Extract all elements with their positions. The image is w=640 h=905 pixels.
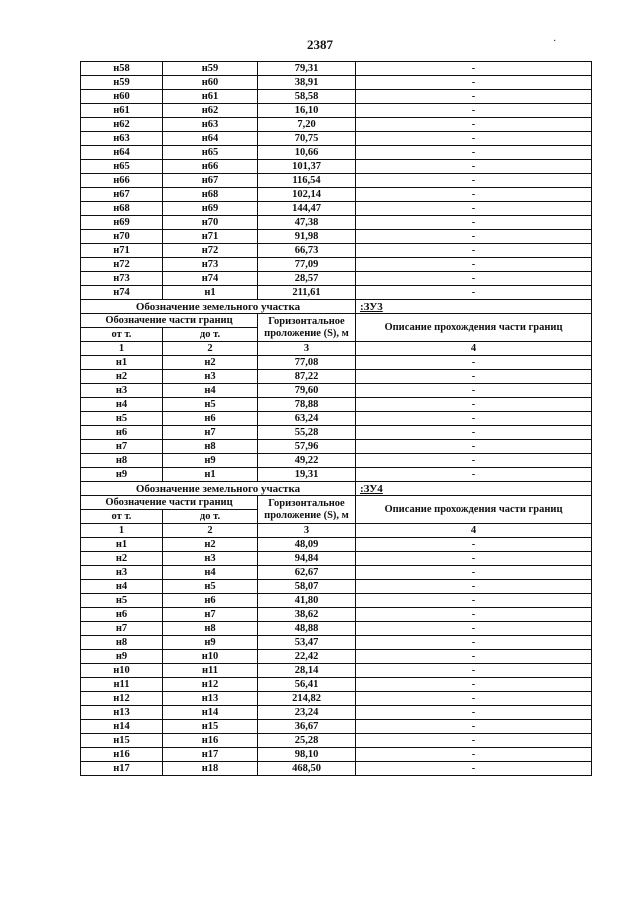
plot-designation-row [81, 482, 592, 496]
distance-cell: 56,41 [258, 678, 356, 692]
description-cell: - [356, 538, 592, 552]
table-row [81, 608, 592, 622]
description-cell: - [356, 244, 592, 258]
column-number: 1 [81, 342, 163, 356]
distance-cell: 48,09 [258, 538, 356, 552]
to-point-cell: н8 [163, 622, 258, 636]
table-row [81, 636, 592, 650]
table-row [81, 370, 592, 384]
from-point-cell: н61 [81, 104, 163, 118]
boundary-table [80, 61, 592, 776]
table-row [81, 454, 592, 468]
part-designation-header: Обозначение части границ [81, 314, 258, 328]
to-point-cell: н11 [163, 664, 258, 678]
from-point-cell: н73 [81, 272, 163, 286]
to-point-cell: н68 [163, 188, 258, 202]
distance-cell: 49,22 [258, 454, 356, 468]
from-point-cell: н62 [81, 118, 163, 132]
to-point-cell: н16 [163, 734, 258, 748]
to-point-cell: н67 [163, 174, 258, 188]
from-point-cell: н64 [81, 146, 163, 160]
distance-cell: 38,91 [258, 76, 356, 90]
description-cell: - [356, 286, 592, 300]
to-point-cell: н63 [163, 118, 258, 132]
to-point-cell: н10 [163, 650, 258, 664]
plot-designation-label: Обозначение земельного участка [81, 300, 356, 314]
distance-cell: 77,09 [258, 258, 356, 272]
table-row [81, 440, 592, 454]
description-header: Описание прохождения части границ [356, 314, 592, 342]
plot-designation-row [81, 300, 592, 314]
description-cell: - [356, 118, 592, 132]
to-point-cell: н64 [163, 132, 258, 146]
to-point-cell: н9 [163, 636, 258, 650]
header-row [81, 314, 592, 328]
to-point-cell: н69 [163, 202, 258, 216]
distance-cell: 28,14 [258, 664, 356, 678]
from-point-cell: н63 [81, 132, 163, 146]
distance-cell: 94,84 [258, 552, 356, 566]
column-number: 4 [356, 524, 592, 538]
to-point-cell: н66 [163, 160, 258, 174]
description-cell: - [356, 188, 592, 202]
from-point-cell: н65 [81, 160, 163, 174]
from-point-cell: н72 [81, 258, 163, 272]
from-point-cell: н9 [81, 468, 163, 482]
distance-cell: 10,66 [258, 146, 356, 160]
column-number: 2 [163, 342, 258, 356]
from-point-cell: н2 [81, 370, 163, 384]
description-cell: - [356, 734, 592, 748]
distance-cell: 36,67 [258, 720, 356, 734]
to-point-cell: н1 [163, 286, 258, 300]
corner-mark: · [553, 36, 557, 47]
description-cell: - [356, 174, 592, 188]
table-row [81, 552, 592, 566]
description-cell: - [356, 468, 592, 482]
table-row [81, 90, 592, 104]
description-cell: - [356, 160, 592, 174]
column-number-row [81, 524, 592, 538]
description-cell: - [356, 762, 592, 776]
description-cell: - [356, 146, 592, 160]
to-point-cell: н70 [163, 216, 258, 230]
description-cell: - [356, 594, 592, 608]
from-point-cell: н9 [81, 650, 163, 664]
description-cell: - [356, 230, 592, 244]
table-row [81, 76, 592, 90]
table-row [81, 664, 592, 678]
distance-cell: 23,24 [258, 706, 356, 720]
to-point-cell: н61 [163, 90, 258, 104]
to-point-header: до т. [163, 328, 258, 342]
to-point-cell: н14 [163, 706, 258, 720]
table-row [81, 650, 592, 664]
description-cell: - [356, 426, 592, 440]
distance-cell: 25,28 [258, 734, 356, 748]
table-row [81, 132, 592, 146]
from-point-cell: н1 [81, 356, 163, 370]
distance-cell: 7,20 [258, 118, 356, 132]
horizontal-distance-header: Горизонтальное проложение (S), м [258, 314, 356, 342]
column-number: 4 [356, 342, 592, 356]
from-point-cell: н68 [81, 202, 163, 216]
to-point-header: до т. [163, 510, 258, 524]
table-row [81, 720, 592, 734]
distance-cell: 66,73 [258, 244, 356, 258]
to-point-cell: н8 [163, 440, 258, 454]
plot-reference: :ЗУ4 [356, 482, 592, 496]
description-cell: - [356, 356, 592, 370]
table-row [81, 62, 592, 76]
from-point-cell: н5 [81, 594, 163, 608]
from-point-cell: н6 [81, 426, 163, 440]
from-point-cell: н17 [81, 762, 163, 776]
to-point-cell: н65 [163, 146, 258, 160]
distance-cell: 58,07 [258, 580, 356, 594]
description-cell: - [356, 412, 592, 426]
distance-cell: 57,96 [258, 440, 356, 454]
distance-cell: 16,10 [258, 104, 356, 118]
to-point-cell: н17 [163, 748, 258, 762]
description-cell: - [356, 202, 592, 216]
to-point-cell: н60 [163, 76, 258, 90]
from-point-cell: н69 [81, 216, 163, 230]
from-point-cell: н58 [81, 62, 163, 76]
distance-cell: 214,82 [258, 692, 356, 706]
from-point-cell: н66 [81, 174, 163, 188]
column-number: 1 [81, 524, 163, 538]
table-row [81, 160, 592, 174]
description-cell: - [356, 748, 592, 762]
distance-cell: 79,60 [258, 384, 356, 398]
distance-cell: 101,37 [258, 160, 356, 174]
from-point-cell: н3 [81, 384, 163, 398]
column-number: 3 [258, 524, 356, 538]
distance-cell: 58,58 [258, 90, 356, 104]
table-row [81, 202, 592, 216]
description-cell: - [356, 678, 592, 692]
column-number: 3 [258, 342, 356, 356]
description-cell: - [356, 216, 592, 230]
to-point-cell: н3 [163, 552, 258, 566]
to-point-cell: н62 [163, 104, 258, 118]
distance-cell: 78,88 [258, 398, 356, 412]
from-point-cell: н13 [81, 706, 163, 720]
to-point-cell: н5 [163, 398, 258, 412]
table-row [81, 468, 592, 482]
table-row [81, 622, 592, 636]
table-row [81, 426, 592, 440]
description-cell: - [356, 552, 592, 566]
from-point-cell: н71 [81, 244, 163, 258]
description-cell: - [356, 454, 592, 468]
description-cell: - [356, 622, 592, 636]
description-cell: - [356, 706, 592, 720]
table-row [81, 538, 592, 552]
description-cell: - [356, 76, 592, 90]
to-point-cell: н12 [163, 678, 258, 692]
from-point-cell: н7 [81, 622, 163, 636]
table-row [81, 216, 592, 230]
column-number: 2 [163, 524, 258, 538]
from-point-cell: н70 [81, 230, 163, 244]
to-point-cell: н59 [163, 62, 258, 76]
table-row [81, 104, 592, 118]
from-point-cell: н6 [81, 608, 163, 622]
table-row [81, 678, 592, 692]
to-point-cell: н73 [163, 258, 258, 272]
distance-cell: 28,57 [258, 272, 356, 286]
from-point-cell: н8 [81, 636, 163, 650]
description-cell: - [356, 104, 592, 118]
distance-cell: 98,10 [258, 748, 356, 762]
from-point-cell: н12 [81, 692, 163, 706]
distance-cell: 41,80 [258, 594, 356, 608]
from-point-cell: н60 [81, 90, 163, 104]
part-designation-header: Обозначение части границ [81, 496, 258, 510]
to-point-cell: н7 [163, 608, 258, 622]
description-cell: - [356, 258, 592, 272]
description-cell: - [356, 90, 592, 104]
table-row [81, 594, 592, 608]
table-row [81, 118, 592, 132]
from-point-cell: н14 [81, 720, 163, 734]
to-point-cell: н74 [163, 272, 258, 286]
table-row [81, 174, 592, 188]
description-cell: - [356, 664, 592, 678]
description-cell: - [356, 636, 592, 650]
distance-cell: 55,28 [258, 426, 356, 440]
description-cell: - [356, 62, 592, 76]
distance-cell: 91,98 [258, 230, 356, 244]
from-point-cell: н11 [81, 678, 163, 692]
description-cell: - [356, 650, 592, 664]
distance-cell: 38,62 [258, 608, 356, 622]
from-point-cell: н3 [81, 566, 163, 580]
from-point-cell: н2 [81, 552, 163, 566]
table-row [81, 356, 592, 370]
from-point-header: от т. [81, 510, 163, 524]
description-cell: - [356, 398, 592, 412]
table-row [81, 244, 592, 258]
from-point-cell: н67 [81, 188, 163, 202]
from-point-cell: н8 [81, 454, 163, 468]
horizontal-distance-header: Горизонтальное проложение (S), м [258, 496, 356, 524]
to-point-cell: н4 [163, 384, 258, 398]
to-point-cell: н5 [163, 580, 258, 594]
table-row [81, 762, 592, 776]
table-row [81, 188, 592, 202]
from-point-cell: н74 [81, 286, 163, 300]
table-row [81, 706, 592, 720]
distance-cell: 211,61 [258, 286, 356, 300]
distance-cell: 144,47 [258, 202, 356, 216]
table-row [81, 146, 592, 160]
distance-cell: 102,14 [258, 188, 356, 202]
to-point-cell: н13 [163, 692, 258, 706]
distance-cell: 47,38 [258, 216, 356, 230]
description-cell: - [356, 580, 592, 594]
description-cell: - [356, 370, 592, 384]
description-cell: - [356, 692, 592, 706]
to-point-cell: н1 [163, 468, 258, 482]
table-row [81, 748, 592, 762]
to-point-cell: н15 [163, 720, 258, 734]
description-cell: - [356, 384, 592, 398]
to-point-cell: н2 [163, 356, 258, 370]
distance-cell: 19,31 [258, 468, 356, 482]
to-point-cell: н9 [163, 454, 258, 468]
distance-cell: 48,88 [258, 622, 356, 636]
to-point-cell: н3 [163, 370, 258, 384]
table-row [81, 692, 592, 706]
header-row [81, 496, 592, 510]
column-number-row [81, 342, 592, 356]
from-point-cell: н4 [81, 398, 163, 412]
description-cell: - [356, 440, 592, 454]
distance-cell: 63,24 [258, 412, 356, 426]
description-cell: - [356, 608, 592, 622]
from-point-cell: н1 [81, 538, 163, 552]
description-cell: - [356, 720, 592, 734]
from-point-cell: н5 [81, 412, 163, 426]
from-point-header: от т. [81, 328, 163, 342]
boundary-table-body [81, 62, 592, 776]
table-row [81, 566, 592, 580]
distance-cell: 53,47 [258, 636, 356, 650]
table-row [81, 384, 592, 398]
description-cell: - [356, 272, 592, 286]
to-point-cell: н6 [163, 594, 258, 608]
to-point-cell: н72 [163, 244, 258, 258]
description-header: Описание прохождения части границ [356, 496, 592, 524]
distance-cell: 468,50 [258, 762, 356, 776]
distance-cell: 70,75 [258, 132, 356, 146]
table-row [81, 580, 592, 594]
from-point-cell: н7 [81, 440, 163, 454]
table-row [81, 734, 592, 748]
from-point-cell: н59 [81, 76, 163, 90]
to-point-cell: н18 [163, 762, 258, 776]
to-point-cell: н2 [163, 538, 258, 552]
from-point-cell: н10 [81, 664, 163, 678]
to-point-cell: н71 [163, 230, 258, 244]
from-point-cell: н4 [81, 580, 163, 594]
distance-cell: 87,22 [258, 370, 356, 384]
from-point-cell: н15 [81, 734, 163, 748]
page-number: 2387 [307, 37, 333, 52]
table-row [81, 412, 592, 426]
table-row [81, 230, 592, 244]
distance-cell: 22,42 [258, 650, 356, 664]
distance-cell: 79,31 [258, 62, 356, 76]
distance-cell: 77,08 [258, 356, 356, 370]
description-cell: - [356, 566, 592, 580]
plot-designation-label: Обозначение земельного участка [81, 482, 356, 496]
description-cell: - [356, 132, 592, 146]
table-row [81, 272, 592, 286]
table-row [81, 286, 592, 300]
distance-cell: 116,54 [258, 174, 356, 188]
to-point-cell: н7 [163, 426, 258, 440]
to-point-cell: н6 [163, 412, 258, 426]
table-row [81, 258, 592, 272]
distance-cell: 62,67 [258, 566, 356, 580]
table-row [81, 398, 592, 412]
plot-reference: :ЗУ3 [356, 300, 592, 314]
from-point-cell: н16 [81, 748, 163, 762]
to-point-cell: н4 [163, 566, 258, 580]
